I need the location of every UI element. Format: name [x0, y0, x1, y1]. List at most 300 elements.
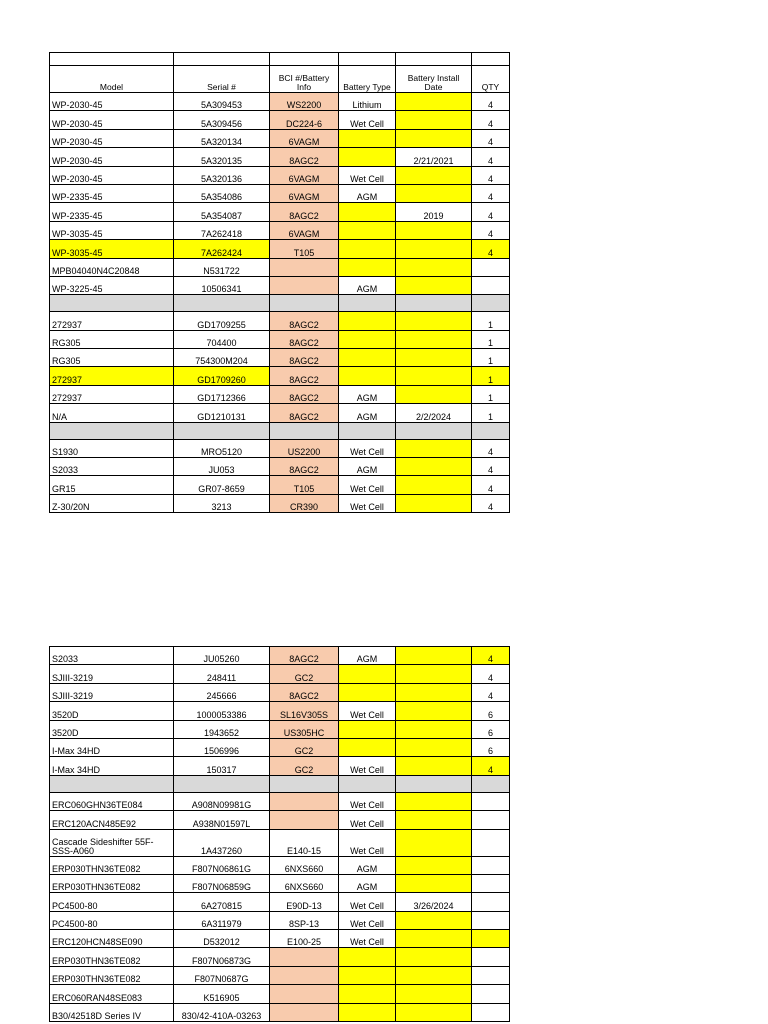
- install-date-cell[interactable]: [396, 738, 472, 756]
- install-date-cell[interactable]: [396, 720, 472, 738]
- header-battery-type[interactable]: Battery Type: [339, 66, 396, 93]
- table-row: [50, 757, 510, 775]
- battery-type-cell[interactable]: [339, 966, 396, 984]
- section-divider-row: [50, 422, 510, 439]
- bci-cell[interactable]: SL16V305S: [270, 702, 339, 720]
- table-row: [50, 985, 510, 1003]
- model-cell[interactable]: 272937: [50, 312, 174, 330]
- serial-cell[interactable]: F807N06859G: [174, 874, 270, 892]
- serial-cell[interactable]: A938N01597L: [174, 811, 270, 829]
- model-cell[interactable]: ERC060GHN36TE084: [50, 792, 174, 810]
- install-date-cell[interactable]: [396, 494, 472, 512]
- battery-type-cell[interactable]: Lithium: [339, 93, 396, 111]
- qty-cell[interactable]: [472, 930, 510, 948]
- install-date-cell[interactable]: [396, 966, 472, 984]
- model-cell[interactable]: Z-30/20N: [50, 494, 174, 512]
- bci-cell[interactable]: US2200: [270, 439, 339, 457]
- header-bci[interactable]: BCI #/Battery Info: [270, 66, 339, 93]
- qty-cell[interactable]: [472, 893, 510, 911]
- table-row: [50, 240, 510, 258]
- model-cell[interactable]: ERP030THN36TE082: [50, 948, 174, 966]
- table-row: [50, 93, 510, 111]
- install-date-cell[interactable]: [396, 367, 472, 385]
- battery-type-cell[interactable]: [339, 367, 396, 385]
- qty-cell[interactable]: 4: [472, 665, 510, 683]
- divider-cell: [174, 422, 270, 439]
- model-cell[interactable]: WP-3225-45: [50, 276, 174, 294]
- battery-type-cell[interactable]: AGM: [339, 404, 396, 422]
- battery-type-cell[interactable]: Wet Cell: [339, 494, 396, 512]
- battery-table-bottom-body: [50, 647, 510, 1022]
- bci-cell[interactable]: 6VAGM: [270, 221, 339, 239]
- bci-cell[interactable]: 8AGC2: [270, 683, 339, 701]
- blank-row: [50, 53, 510, 66]
- table-row: [50, 458, 510, 476]
- qty-cell[interactable]: 1: [472, 330, 510, 348]
- table-row: [50, 811, 510, 829]
- bci-cell[interactable]: WS2200: [270, 93, 339, 111]
- install-date-cell[interactable]: [396, 312, 472, 330]
- model-cell[interactable]: WP-2030-45: [50, 93, 174, 111]
- install-date-cell[interactable]: [396, 647, 472, 665]
- install-date-cell[interactable]: [396, 948, 472, 966]
- serial-cell[interactable]: 248411: [174, 665, 270, 683]
- model-cell[interactable]: WP-2030-45: [50, 148, 174, 166]
- install-date-cell[interactable]: [396, 811, 472, 829]
- serial-cell[interactable]: 1A437260: [174, 829, 270, 856]
- qty-cell[interactable]: 4: [472, 476, 510, 494]
- bci-cell[interactable]: GC2: [270, 757, 339, 775]
- battery-type-cell[interactable]: Wet Cell: [339, 757, 396, 775]
- qty-cell[interactable]: 4: [472, 148, 510, 166]
- serial-cell[interactable]: 1506996: [174, 738, 270, 756]
- bci-cell[interactable]: 8AGC2: [270, 312, 339, 330]
- model-cell[interactable]: PC4500-80: [50, 893, 174, 911]
- serial-cell[interactable]: JU053: [174, 458, 270, 476]
- qty-cell[interactable]: 6: [472, 720, 510, 738]
- battery-type-cell[interactable]: Wet Cell: [339, 166, 396, 184]
- install-date-cell[interactable]: [396, 757, 472, 775]
- model-cell[interactable]: Cascade Sideshifter 55F-SSS-A060: [50, 829, 174, 856]
- qty-cell[interactable]: 6: [472, 702, 510, 720]
- install-date-cell[interactable]: [396, 330, 472, 348]
- table-row: [50, 258, 510, 276]
- qty-cell[interactable]: [472, 811, 510, 829]
- install-date-cell[interactable]: [396, 221, 472, 239]
- qty-cell[interactable]: 4: [472, 166, 510, 184]
- divider-cell: [396, 775, 472, 792]
- table-row: [50, 720, 510, 738]
- serial-cell[interactable]: 10506341: [174, 276, 270, 294]
- header-model[interactable]: Model: [50, 66, 174, 93]
- bci-cell[interactable]: US305HC: [270, 720, 339, 738]
- table-row: [50, 385, 510, 403]
- divider-cell: [472, 295, 510, 312]
- qty-cell[interactable]: 4: [472, 129, 510, 147]
- cell[interactable]: [396, 53, 472, 66]
- table-row: [50, 166, 510, 184]
- serial-cell[interactable]: 5A309456: [174, 111, 270, 129]
- section-divider-row: [50, 295, 510, 312]
- qty-cell[interactable]: 4: [472, 757, 510, 775]
- qty-cell[interactable]: 1: [472, 385, 510, 403]
- model-cell[interactable]: SJIII-3219: [50, 665, 174, 683]
- table-row: [50, 367, 510, 385]
- bci-cell[interactable]: T105: [270, 240, 339, 258]
- battery-type-cell[interactable]: [339, 985, 396, 1003]
- serial-cell[interactable]: 3213: [174, 494, 270, 512]
- model-cell[interactable]: GR15: [50, 476, 174, 494]
- install-date-cell[interactable]: [396, 792, 472, 810]
- install-date-cell[interactable]: 2/2/2024: [396, 404, 472, 422]
- bci-cell[interactable]: [270, 258, 339, 276]
- table-row: [50, 874, 510, 892]
- qty-cell[interactable]: [472, 985, 510, 1003]
- model-cell[interactable]: ERC120HCN48SE090: [50, 930, 174, 948]
- table-row: [50, 111, 510, 129]
- divider-cell: [50, 775, 174, 792]
- table-row: [50, 665, 510, 683]
- model-cell[interactable]: PC4500-80: [50, 911, 174, 929]
- table-row: [50, 439, 510, 457]
- bci-cell[interactable]: [270, 811, 339, 829]
- install-date-cell[interactable]: [396, 349, 472, 367]
- battery-type-cell[interactable]: [339, 683, 396, 701]
- model-cell[interactable]: WP-2030-45: [50, 111, 174, 129]
- qty-cell[interactable]: [472, 276, 510, 294]
- serial-cell[interactable]: GD1709255: [174, 312, 270, 330]
- battery-type-cell[interactable]: AGM: [339, 276, 396, 294]
- bci-cell[interactable]: [270, 985, 339, 1003]
- table-row: [50, 129, 510, 147]
- cell[interactable]: [472, 53, 510, 66]
- bci-cell[interactable]: GC2: [270, 738, 339, 756]
- serial-cell[interactable]: GD1712366: [174, 385, 270, 403]
- model-cell[interactable]: 272937: [50, 367, 174, 385]
- battery-type-cell[interactable]: [339, 221, 396, 239]
- bci-cell[interactable]: 8AGC2: [270, 404, 339, 422]
- serial-cell[interactable]: 704400: [174, 330, 270, 348]
- divider-cell: [50, 422, 174, 439]
- serial-cell[interactable]: 754300M204: [174, 349, 270, 367]
- bci-cell[interactable]: [270, 1003, 339, 1021]
- install-date-cell[interactable]: [396, 665, 472, 683]
- install-date-cell[interactable]: [396, 683, 472, 701]
- bci-cell[interactable]: [270, 948, 339, 966]
- model-cell[interactable]: S2033: [50, 458, 174, 476]
- battery-type-cell[interactable]: [339, 148, 396, 166]
- qty-cell[interactable]: [472, 792, 510, 810]
- model-cell[interactable]: WP-2335-45: [50, 184, 174, 202]
- model-cell[interactable]: ERP030THN36TE082: [50, 856, 174, 874]
- battery-type-cell[interactable]: Wet Cell: [339, 911, 396, 929]
- cell[interactable]: [339, 53, 396, 66]
- qty-cell[interactable]: [472, 948, 510, 966]
- serial-cell[interactable]: 1000053386: [174, 702, 270, 720]
- serial-cell[interactable]: MRO5120: [174, 439, 270, 457]
- model-cell[interactable]: ERC120ACN485E92: [50, 811, 174, 829]
- battery-table-top-body: [50, 53, 510, 513]
- battery-type-cell[interactable]: [339, 203, 396, 221]
- battery-type-cell[interactable]: AGM: [339, 385, 396, 403]
- model-cell[interactable]: WP-3035-45: [50, 221, 174, 239]
- bci-cell[interactable]: 6VAGM: [270, 129, 339, 147]
- bci-cell[interactable]: E90D-13: [270, 893, 339, 911]
- model-cell[interactable]: ERC060RAN48SE083: [50, 985, 174, 1003]
- model-cell[interactable]: S2033: [50, 647, 174, 665]
- bci-cell[interactable]: DC224-6: [270, 111, 339, 129]
- bci-cell[interactable]: 8AGC2: [270, 148, 339, 166]
- header-install-date[interactable]: Battery Install Date: [396, 66, 472, 93]
- bci-cell[interactable]: 8AGC2: [270, 367, 339, 385]
- serial-cell[interactable]: 7A262424: [174, 240, 270, 258]
- serial-cell[interactable]: 6A311979: [174, 911, 270, 929]
- model-cell[interactable]: WP-2335-45: [50, 203, 174, 221]
- qty-cell[interactable]: 1: [472, 349, 510, 367]
- serial-cell[interactable]: N531722: [174, 258, 270, 276]
- battery-type-cell[interactable]: AGM: [339, 647, 396, 665]
- serial-cell[interactable]: F807N0687G: [174, 966, 270, 984]
- install-date-cell[interactable]: [396, 184, 472, 202]
- bci-cell[interactable]: E140-15: [270, 829, 339, 856]
- serial-cell[interactable]: 7A262418: [174, 221, 270, 239]
- section-divider-row: [50, 775, 510, 792]
- table-row: [50, 184, 510, 202]
- qty-cell[interactable]: 4: [472, 203, 510, 221]
- divider-cell: [339, 775, 396, 792]
- install-date-cell[interactable]: [396, 439, 472, 457]
- install-date-cell[interactable]: [396, 385, 472, 403]
- serial-cell[interactable]: 5A320136: [174, 166, 270, 184]
- battery-type-cell[interactable]: Wet Cell: [339, 930, 396, 948]
- table-row: [50, 829, 510, 856]
- serial-cell[interactable]: JU05260: [174, 647, 270, 665]
- bci-cell[interactable]: T105: [270, 476, 339, 494]
- model-cell[interactable]: N/A: [50, 404, 174, 422]
- serial-cell[interactable]: GD1709260: [174, 367, 270, 385]
- bci-cell[interactable]: 8AGC2: [270, 203, 339, 221]
- battery-type-cell[interactable]: Wet Cell: [339, 702, 396, 720]
- install-date-cell[interactable]: 2/21/2021: [396, 148, 472, 166]
- install-date-cell[interactable]: [396, 985, 472, 1003]
- qty-cell[interactable]: [472, 856, 510, 874]
- qty-cell[interactable]: 4: [472, 93, 510, 111]
- bci-cell[interactable]: [270, 792, 339, 810]
- qty-cell[interactable]: [472, 911, 510, 929]
- qty-cell[interactable]: [472, 1003, 510, 1021]
- battery-type-cell[interactable]: Wet Cell: [339, 792, 396, 810]
- battery-type-cell[interactable]: Wet Cell: [339, 893, 396, 911]
- model-cell[interactable]: RG305: [50, 330, 174, 348]
- qty-cell[interactable]: [472, 258, 510, 276]
- battery-type-cell[interactable]: [339, 738, 396, 756]
- serial-cell[interactable]: 830/42-410A-03263: [174, 1003, 270, 1021]
- install-date-cell[interactable]: [396, 856, 472, 874]
- serial-cell[interactable]: 5A309453: [174, 93, 270, 111]
- install-date-cell[interactable]: [396, 829, 472, 856]
- qty-cell[interactable]: 4: [472, 458, 510, 476]
- model-cell[interactable]: WP-2030-45: [50, 129, 174, 147]
- model-cell[interactable]: 272937: [50, 385, 174, 403]
- serial-cell[interactable]: 1943652: [174, 720, 270, 738]
- bci-cell[interactable]: GC2: [270, 665, 339, 683]
- battery-type-cell[interactable]: [339, 349, 396, 367]
- qty-cell[interactable]: 1: [472, 367, 510, 385]
- bci-cell[interactable]: 8AGC2: [270, 458, 339, 476]
- model-cell[interactable]: S1930: [50, 439, 174, 457]
- bci-cell[interactable]: 6VAGM: [270, 166, 339, 184]
- serial-cell[interactable]: 5A320134: [174, 129, 270, 147]
- table-row: [50, 647, 510, 665]
- cell[interactable]: [174, 53, 270, 66]
- table-row: [50, 1003, 510, 1021]
- divider-cell: [396, 422, 472, 439]
- install-date-cell[interactable]: [396, 240, 472, 258]
- qty-cell[interactable]: [472, 874, 510, 892]
- bci-cell[interactable]: 6NXS660: [270, 856, 339, 874]
- battery-type-cell[interactable]: AGM: [339, 856, 396, 874]
- qty-cell[interactable]: [472, 966, 510, 984]
- serial-cell[interactable]: GD1210131: [174, 404, 270, 422]
- battery-type-cell[interactable]: [339, 258, 396, 276]
- bci-cell[interactable]: E100-25: [270, 930, 339, 948]
- qty-cell[interactable]: 4: [472, 683, 510, 701]
- table-row: [50, 893, 510, 911]
- qty-cell[interactable]: 4: [472, 221, 510, 239]
- battery-type-cell[interactable]: Wet Cell: [339, 439, 396, 457]
- install-date-cell[interactable]: [396, 276, 472, 294]
- battery-table-bottom: [49, 646, 510, 1022]
- table-row: [50, 911, 510, 929]
- qty-cell[interactable]: 1: [472, 312, 510, 330]
- header-serial[interactable]: Serial #: [174, 66, 270, 93]
- install-date-cell[interactable]: [396, 930, 472, 948]
- cell[interactable]: [270, 53, 339, 66]
- bci-cell[interactable]: 6VAGM: [270, 184, 339, 202]
- battery-type-cell[interactable]: [339, 312, 396, 330]
- header-qty[interactable]: QTY: [472, 66, 510, 93]
- serial-cell[interactable]: F807N06861G: [174, 856, 270, 874]
- serial-cell[interactable]: GR07-8659: [174, 476, 270, 494]
- model-cell[interactable]: SJIII-3219: [50, 683, 174, 701]
- install-date-cell[interactable]: [396, 458, 472, 476]
- table-row: [50, 738, 510, 756]
- battery-type-cell[interactable]: [339, 948, 396, 966]
- bci-cell[interactable]: 8AGC2: [270, 349, 339, 367]
- install-date-cell[interactable]: [396, 258, 472, 276]
- qty-cell[interactable]: 6: [472, 738, 510, 756]
- install-date-cell[interactable]: [396, 911, 472, 929]
- divider-cell: [472, 422, 510, 439]
- model-cell[interactable]: B30/42518D Series IV: [50, 1003, 174, 1021]
- battery-type-cell[interactable]: [339, 665, 396, 683]
- install-date-cell[interactable]: [396, 111, 472, 129]
- bci-cell[interactable]: 8AGC2: [270, 647, 339, 665]
- battery-type-cell[interactable]: [339, 330, 396, 348]
- install-date-cell[interactable]: [396, 702, 472, 720]
- serial-cell[interactable]: 5A354087: [174, 203, 270, 221]
- divider-cell: [270, 775, 339, 792]
- serial-cell[interactable]: K516905: [174, 985, 270, 1003]
- divider-cell: [339, 422, 396, 439]
- serial-cell[interactable]: A908N09981G: [174, 792, 270, 810]
- install-date-cell[interactable]: [396, 166, 472, 184]
- battery-type-cell[interactable]: AGM: [339, 458, 396, 476]
- install-date-cell[interactable]: [396, 1003, 472, 1021]
- divider-cell: [174, 775, 270, 792]
- qty-cell[interactable]: 4: [472, 647, 510, 665]
- model-cell[interactable]: RG305: [50, 349, 174, 367]
- model-cell[interactable]: MPB04040N4C20848: [50, 258, 174, 276]
- model-cell[interactable]: I-Max 34HD: [50, 757, 174, 775]
- battery-type-cell[interactable]: AGM: [339, 184, 396, 202]
- battery-type-cell[interactable]: Wet Cell: [339, 829, 396, 856]
- bci-cell[interactable]: [270, 276, 339, 294]
- battery-type-cell[interactable]: Wet Cell: [339, 111, 396, 129]
- serial-cell[interactable]: 5A320135: [174, 148, 270, 166]
- table-row: [50, 702, 510, 720]
- install-date-cell[interactable]: 2019: [396, 203, 472, 221]
- serial-cell[interactable]: 6A270815: [174, 893, 270, 911]
- serial-cell[interactable]: 5A354086: [174, 184, 270, 202]
- model-cell[interactable]: I-Max 34HD: [50, 738, 174, 756]
- serial-cell[interactable]: F807N06873G: [174, 948, 270, 966]
- install-date-cell[interactable]: [396, 129, 472, 147]
- qty-cell[interactable]: 4: [472, 184, 510, 202]
- install-date-cell[interactable]: [396, 93, 472, 111]
- install-date-cell[interactable]: [396, 476, 472, 494]
- battery-type-cell[interactable]: [339, 240, 396, 258]
- bci-cell[interactable]: 8AGC2: [270, 330, 339, 348]
- battery-table-top: [49, 52, 510, 513]
- battery-type-cell[interactable]: Wet Cell: [339, 811, 396, 829]
- battery-type-cell[interactable]: [339, 129, 396, 147]
- divider-cell: [50, 295, 174, 312]
- cell[interactable]: [50, 53, 174, 66]
- qty-cell[interactable]: 4: [472, 439, 510, 457]
- battery-type-cell[interactable]: Wet Cell: [339, 476, 396, 494]
- serial-cell[interactable]: D532012: [174, 930, 270, 948]
- bci-cell[interactable]: [270, 966, 339, 984]
- battery-type-cell[interactable]: AGM: [339, 874, 396, 892]
- table-row: [50, 948, 510, 966]
- model-cell[interactable]: ERP030THN36TE082: [50, 966, 174, 984]
- model-cell[interactable]: 3520D: [50, 702, 174, 720]
- table-row: [50, 404, 510, 422]
- serial-cell[interactable]: 245666: [174, 683, 270, 701]
- battery-type-cell[interactable]: [339, 720, 396, 738]
- bci-cell[interactable]: 6NXS660: [270, 874, 339, 892]
- qty-cell[interactable]: [472, 829, 510, 856]
- battery-type-cell[interactable]: [339, 1003, 396, 1021]
- qty-cell[interactable]: 4: [472, 111, 510, 129]
- bci-cell[interactable]: CR390: [270, 494, 339, 512]
- model-cell[interactable]: WP-3035-45: [50, 240, 174, 258]
- model-cell[interactable]: 3520D: [50, 720, 174, 738]
- table-row: [50, 856, 510, 874]
- model-cell[interactable]: ERP030THN36TE082: [50, 874, 174, 892]
- bci-cell[interactable]: 8SP-13: [270, 911, 339, 929]
- table-row: [50, 494, 510, 512]
- serial-cell[interactable]: 150317: [174, 757, 270, 775]
- install-date-cell[interactable]: [396, 874, 472, 892]
- model-cell[interactable]: WP-2030-45: [50, 166, 174, 184]
- qty-cell[interactable]: 1: [472, 404, 510, 422]
- install-date-cell[interactable]: 3/26/2024: [396, 893, 472, 911]
- qty-cell[interactable]: 4: [472, 494, 510, 512]
- qty-cell[interactable]: 4: [472, 240, 510, 258]
- bci-cell[interactable]: 8AGC2: [270, 385, 339, 403]
